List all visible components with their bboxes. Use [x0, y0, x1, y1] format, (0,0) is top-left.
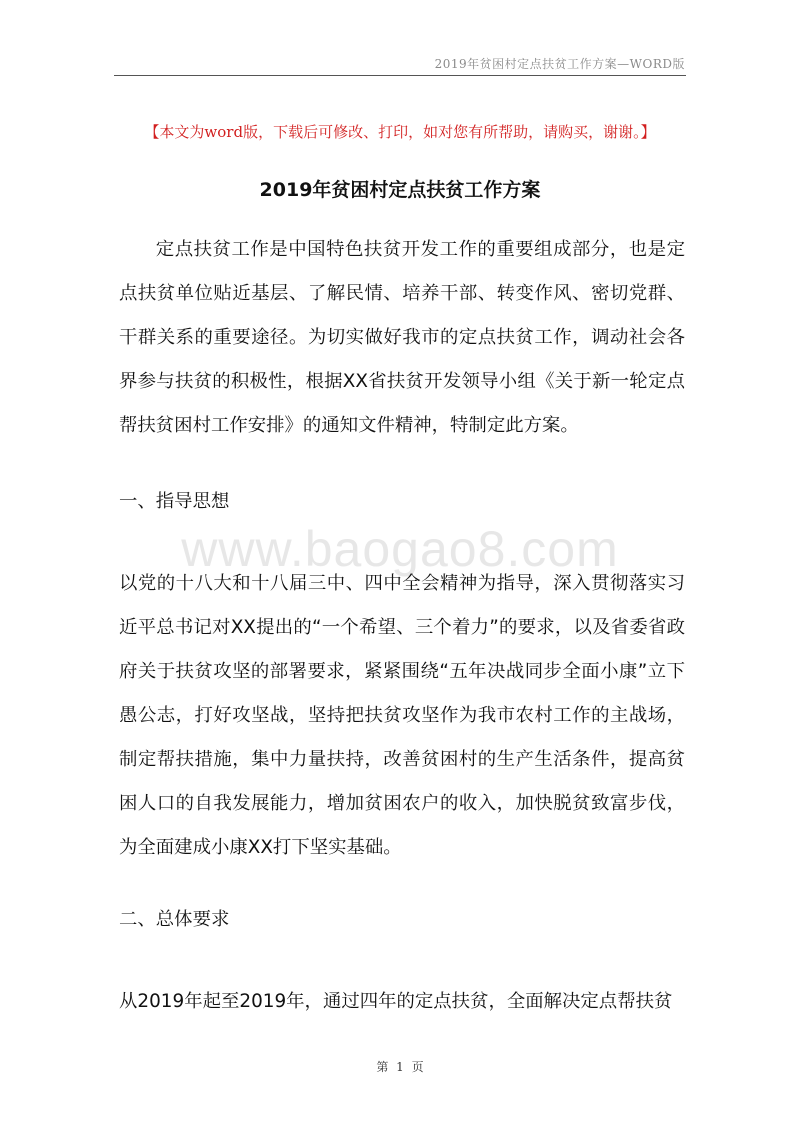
- document-title: 2019年贫困村定点扶贫工作方案: [259, 179, 541, 201]
- section-heading-guiding-ideology: 一、指导思想: [119, 491, 230, 512]
- running-header: 2019年贫困村定点扶贫工作方案—WORD版: [434, 57, 685, 71]
- page-number: 第 1 页: [376, 1060, 424, 1074]
- header-divider: [114, 75, 686, 76]
- watermark: www.baogao8.com: [181, 521, 619, 577]
- section-heading-general-requirements: 二、总体要求: [119, 909, 230, 930]
- guiding-ideology-paragraph: 以党的十八大和十八届三中、四中全会精神为指导，深入贯彻落实习近平总书记对XX提出的“一个希望、三个着力”的要求，以及省委省政府关于扶贫攻坚的部署要求，紧紧围绕“五年决战同步全面小康”立下愚公志，打好攻坚战，坚持把扶贫攻坚作为我市农村工作的主战场，制定帮扶措施，集中力量扶持，改善贫困村的生产生活条件，提高贫困人口的自我发展能力，增加贫困农户的收入，加快脱贫致富步伐，为全面建成小康XX打下坚实基础。: [119, 573, 685, 858]
- general-requirements-paragraph: 从2019年起至2019年，通过四年的定点扶贫，全面解决定点帮扶贫: [119, 991, 673, 1012]
- purchase-notice: 【本文为word版，下载后可修改、打印，如对您有所帮助，请购买，谢谢。】: [144, 123, 656, 141]
- intro-paragraph: 定点扶贫工作是中国特色扶贫开发工作的重要组成部分，也是定点扶贫单位贴近基层、了解民情、培养干部、转变作风、密切党群、干群关系的重要途径。为切实做好我市的定点扶贫工作，调动社会各界参与扶贫的积极性，根据XX省扶贫开发领导小组《关于新一轮定点帮扶贫困村工作安排》的通知文件精神，特制定此方案。: [119, 239, 685, 436]
